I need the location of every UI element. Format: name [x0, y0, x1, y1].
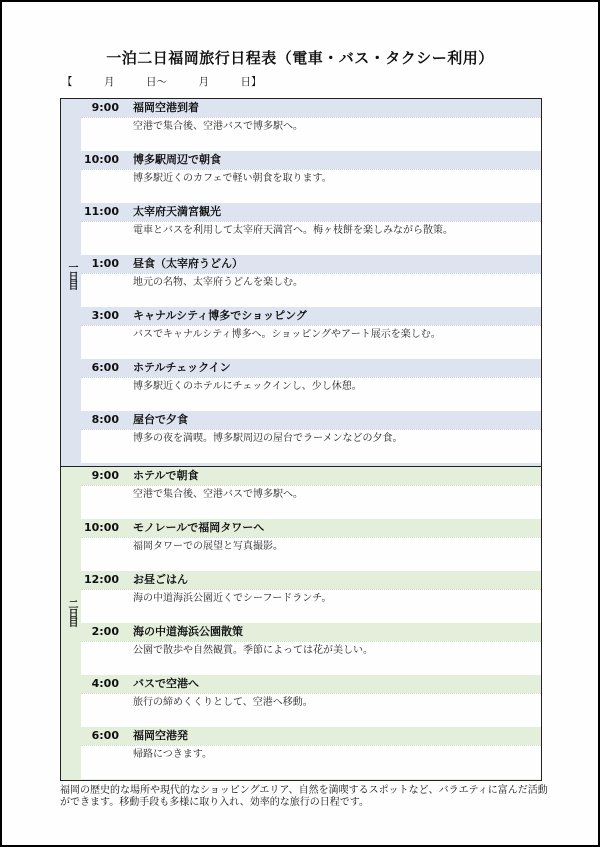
- entry-detail: 帰路につきます。: [81, 745, 541, 779]
- entry-time: 4:00: [91, 677, 119, 690]
- schedule-table: [60, 98, 542, 781]
- entry-title: 福岡空港到着: [133, 101, 199, 114]
- footer-note: 福岡の歴史的な場所や現代的なショッピングエリア、自然を満喫するスポットなど、バラエティに富んだ活動ができます。移動手段も多様に取り入れ、効率的な旅行の日程です。: [60, 785, 548, 808]
- day-1-section: [61, 99, 541, 467]
- entry-detail: 公園で散歩や自然観賞。季節によっては花が美しい。: [81, 641, 541, 675]
- entry-detail: 博多駅近くのカフェで軽い朝食を取ります。: [81, 169, 541, 203]
- schedule-entry: [81, 359, 541, 411]
- entry-title: ホテルで朝食: [133, 469, 199, 482]
- schedule-entry: [81, 467, 541, 519]
- entry-title: 福岡空港発: [133, 729, 188, 742]
- schedule-entry: [81, 307, 541, 359]
- schedule-entry: [81, 151, 541, 203]
- entry-title: 屋台で夕食: [133, 413, 188, 426]
- document-title: 一泊二日福岡旅行日程表（電車・バス・タクシー利用）: [106, 49, 494, 67]
- entry-time: 9:00: [91, 101, 119, 114]
- day-2-section: [61, 467, 541, 780]
- entry-detail: 地元の名物、太宰府うどんを楽しむ。: [81, 273, 541, 307]
- entry-time: 11:00: [83, 205, 119, 218]
- schedule-entry: [81, 623, 541, 675]
- entry-title: キャナルシティ博多でショッピング: [133, 309, 307, 322]
- schedule-entry: [81, 411, 541, 463]
- schedule-entry: [81, 99, 541, 151]
- entry-time: 3:00: [91, 309, 119, 322]
- entry-time: 6:00: [91, 729, 119, 742]
- entry-time: 12:00: [83, 573, 119, 586]
- schedule-entry: [81, 255, 541, 307]
- entry-title: 太宰府天満宮観光: [133, 205, 221, 218]
- schedule-entry: [81, 203, 541, 255]
- entry-title: モノレールで福岡タワーへ: [133, 521, 265, 534]
- entry-detail: 海の中道海浜公園近くでシーフードランチ。: [81, 589, 541, 623]
- day-label: 一日目: [66, 262, 77, 289]
- date-range: 【 月 日～ 月 日】: [62, 76, 262, 88]
- schedule-entry: [81, 519, 541, 571]
- entry-title: ホテルチェックイン: [133, 361, 231, 374]
- entry-time: 10:00: [83, 521, 119, 534]
- entry-detail: 博多の夜を満喫。博多駅周辺の屋台でラーメンなどの夕食。: [81, 429, 541, 463]
- schedule-entry: [81, 675, 541, 727]
- entry-title: お昼ごはん: [133, 573, 188, 586]
- entry-title: バスで空港へ: [133, 677, 199, 690]
- entry-detail: 福岡タワーでの展望と写真撮影。: [81, 537, 541, 571]
- schedule-entry: [81, 571, 541, 623]
- schedule-entry: [81, 727, 541, 779]
- entry-time: 8:00: [91, 413, 119, 426]
- entry-title: 博多駅周辺で朝食: [133, 153, 221, 166]
- entry-detail: 空港で集合後、空港バスで博多駅へ。: [81, 485, 541, 519]
- entry-time: 2:00: [91, 625, 119, 638]
- day-label: 二日目: [66, 599, 77, 626]
- entry-detail: 空港で集合後、空港バスで博多駅へ。: [81, 117, 541, 151]
- entry-detail: 博多駅近くのホテルにチェックインし、少し休憩。: [81, 377, 541, 411]
- entry-time: 10:00: [83, 153, 119, 166]
- entry-time: 9:00: [91, 469, 119, 482]
- entry-detail: 電車とバスを利用して太宰府天満宮へ。梅ヶ枝餅を楽しみながら散策。: [81, 221, 541, 255]
- entry-title: 海の中道海浜公園散策: [133, 625, 243, 638]
- entry-time: 1:00: [91, 257, 119, 270]
- entry-time: 6:00: [91, 361, 119, 374]
- entry-detail: バスでキャナルシティ博多へ。ショッピングやアート展示を楽しむ。: [81, 325, 541, 359]
- entry-detail: 旅行の締めくくりとして、空港へ移動。: [81, 693, 541, 727]
- entry-title: 昼食（太宰府うどん）: [133, 257, 243, 270]
